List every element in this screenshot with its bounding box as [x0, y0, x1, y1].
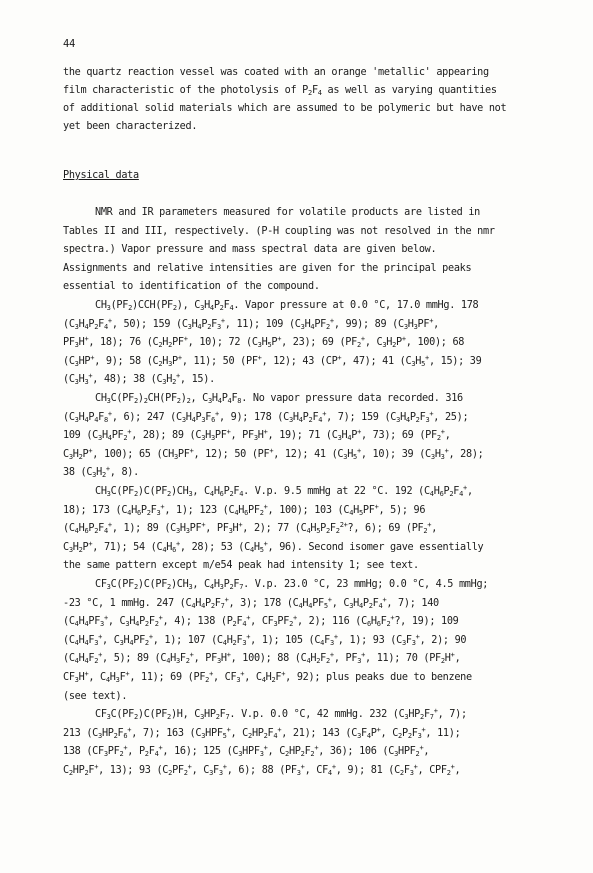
page-number: 44	[63, 38, 76, 50]
text-line: $CH_3(PF_2)CCH(PF_2)$, $C_3H_4P_2F_4$. Vapor pressure at 0.0 °C, 17.0 mmHg. 178	[95, 300, 479, 312]
text-line: Assignments and relative intensities are given for the principal peaks	[63, 262, 472, 274]
text-line: ($C_3H_4P_2F_4^+$, 50); 159 ($C_3H_4P_2F_3^+$, 11); 109 ($C_3H_4PF_2^+$, 99); 89 ($C_3H_3PF^+$,	[63, 316, 439, 331]
text-line: $C_2HP_2F^+$, 13); 93 ($C_2PF_2^+$, $C_3F_3^+$, 6); 88 ($PF_3^+$, $CF_4^+$, 9); 81 ($C_2F_3^+$, $CPF_2^+$,	[63, 763, 461, 777]
text-line: ($C_4H_4F_3^+$, $C_3H_4PF_2^+$, 1); 107 ($C_4H_2F_3^+$, 1); 105 ($C_4F_3^+$, 1); 93 ($C_3F_3^+$, 2); 90	[63, 632, 467, 647]
text-line: 213 ($C_3HP_2F_6^+$, 7); 163 ($C_3HPF_5^+$, $C_2HP_2F_4^+$, 21); 143 ($C_3F_4P^+$, $C_2P_2F_3^+$, 11);	[63, 725, 461, 740]
text-line: $CH_3C(PF_2)C(PF_2)CH_3$, $C_4H_6P_2F_4$. V.p. 9.5 mmHg at 22 °C. 192 ($C_4H_6P_2F_4^+$,	[95, 484, 473, 498]
text-line: ($C_4H_6P_2F_4^+$, 1); 89 ($C_3H_3PF^+$, $PF_3H^+$, 2); 77 ($C_4H_5P_2F_2^{2+}$?, 6); 69 ($PF_2^+$,	[63, 521, 438, 536]
text-line: (see text).	[63, 690, 128, 702]
text-line: ($C_3H_4P_4F_8^+$, 6); 247 ($C_3H_4P_3F_6^+$, 9); 178 ($C_3H_4P_2F_4^+$, 7); 159 ($C_3H_4P_2F_3^+$, 25);	[63, 409, 469, 424]
text-line: spectra.) Vapor pressure and mass spectral data are given below.	[63, 244, 437, 256]
text-line: $C_3H_2P^+$, 71); 54 ($C_4H_6^+$, 28); 53 ($C_4H_5^+$, 96). Second isomer gave essentially	[63, 539, 484, 554]
text-line: yet been characterized.	[63, 121, 198, 132]
text-line: $PF_3H^+$, 18); 76 ($C_2H_2PF^+$, 10); 72 ($C_3H_5P^+$, 23); 69 ($PF_2^+$, $C_3H_2P^+$, 100); 68	[63, 335, 465, 350]
text-line: 109 ($C_3H_4PF_2^+$, 28); 89 ($C_3H_3PF^+$, $PF_3H^+$, 19); 71 ($C_3H_4P^+$, 73); 69 ($PF_2^+$,	[63, 428, 451, 443]
text-line: 38 ($C_3H_2^+$, 8).	[63, 465, 139, 480]
text-line: $CF_3C(PF_2)C(PF_2)H$, $C_3HP_2F_7$. V.p. 0.0 °C, 42 mmHg. 232 ($C_3HP_2F_7^+$, 7);	[95, 707, 467, 722]
text-line: $C_3H_2P^+$, 100); 65 ($CH_3PF^+$, 12); 50 (PF+, 12); 41 ($C_3H_5^+$, 10); 39 ($C_3H_3^+$, 28);	[63, 446, 484, 461]
text-line: ($C_3H_3^+$, 48); 38 ($C_3H_2^+$, 15).	[63, 372, 215, 387]
text-line: -23 °C, 1 mmHg. 247 ($C_4H_4P_2F_7^+$, 3); 178 ($C_4H_4PF_5^+$, $C_3H_4P_2F_4^+$, 7); 140	[63, 595, 439, 610]
text-line: the quartz reaction vessel was coated with an orange 'metallic' appearing	[63, 67, 489, 78]
text-line: Tables II and III, respectively. (P-H coupling was not resolved in the nmr	[63, 225, 495, 237]
text-line: 18); 173 ($C_4H_6P_2F_3^+$, 1); 123 ($C_4H_6PF_2^+$, 100); 103 ($C_4H_5PF^+$, 5); 96	[63, 502, 426, 517]
text-line: NMR and IR parameters measured for volatile products are listed in	[95, 207, 481, 218]
text-line: the same pattern except m/e54 peak had intensity 1; see text.	[63, 560, 419, 572]
text-line: 138 ($CF_3PF_2^+$, $P_2F_4^+$, 16); 125 ($C_3HPF_3^+$, $C_2HP_2F_2^+$, 36); 106 ($C_3HPF_2^+$,	[63, 744, 430, 759]
text-line: ($C_4H_4PF_3^+$, $C_3H_4P_2F_2^+$, 4); 138 ($P_2F_4^+$, $CF_3PF_2^+$, 2); 116 ($C_6H_6F_2^+$?, 19); 109	[63, 614, 459, 629]
text-line: $CH_3C(PF_2)_2CH(PF_2)_2$, $C_3H_4P_4F_8$. No vapor pressure data recorded. 316	[95, 393, 463, 405]
text-line: ($C_3HP^+$, 9); 58 ($C_2H_3P^+$, 11); 50 (PF+, 12); 43 (CP+, 47); 41 ($C_3H_5^+$, 15); 39	[63, 353, 482, 368]
text-line: film characteristic of the photolysis of $P_2F_4$ as well as varying quantities	[63, 85, 497, 97]
section-heading: Physical data	[63, 170, 139, 181]
text-line: essential to identification of the compound.	[63, 281, 320, 293]
text-line: $CF_3H^+$, $C_4H_3F^+$, 11); 69 ($PF_2^+$, $CF_3^+$, $C_4H_2F^+$, 92); plus peaks due to benzene	[63, 670, 472, 684]
text-line: ($C_4H_4F_2^+$, 5); 89 ($C_4H_3F_2^+$, $PF_3H^+$, 100); 88 ($C_4H_2F_2^+$, $PF_3^+$, 11); 70 ($PF_2H^+$,	[63, 651, 461, 666]
text-line: $CF_3C(PF_2)C(PF_2)CH_3$, $C_4H_3P_2F_7$. V.p. 23.0 °C, 23 mmHg; 0.0 °C, 4.5 mmHg;	[95, 579, 489, 591]
text-line: of additional solid materials which are assumed to be polymeric but have not	[63, 103, 507, 114]
